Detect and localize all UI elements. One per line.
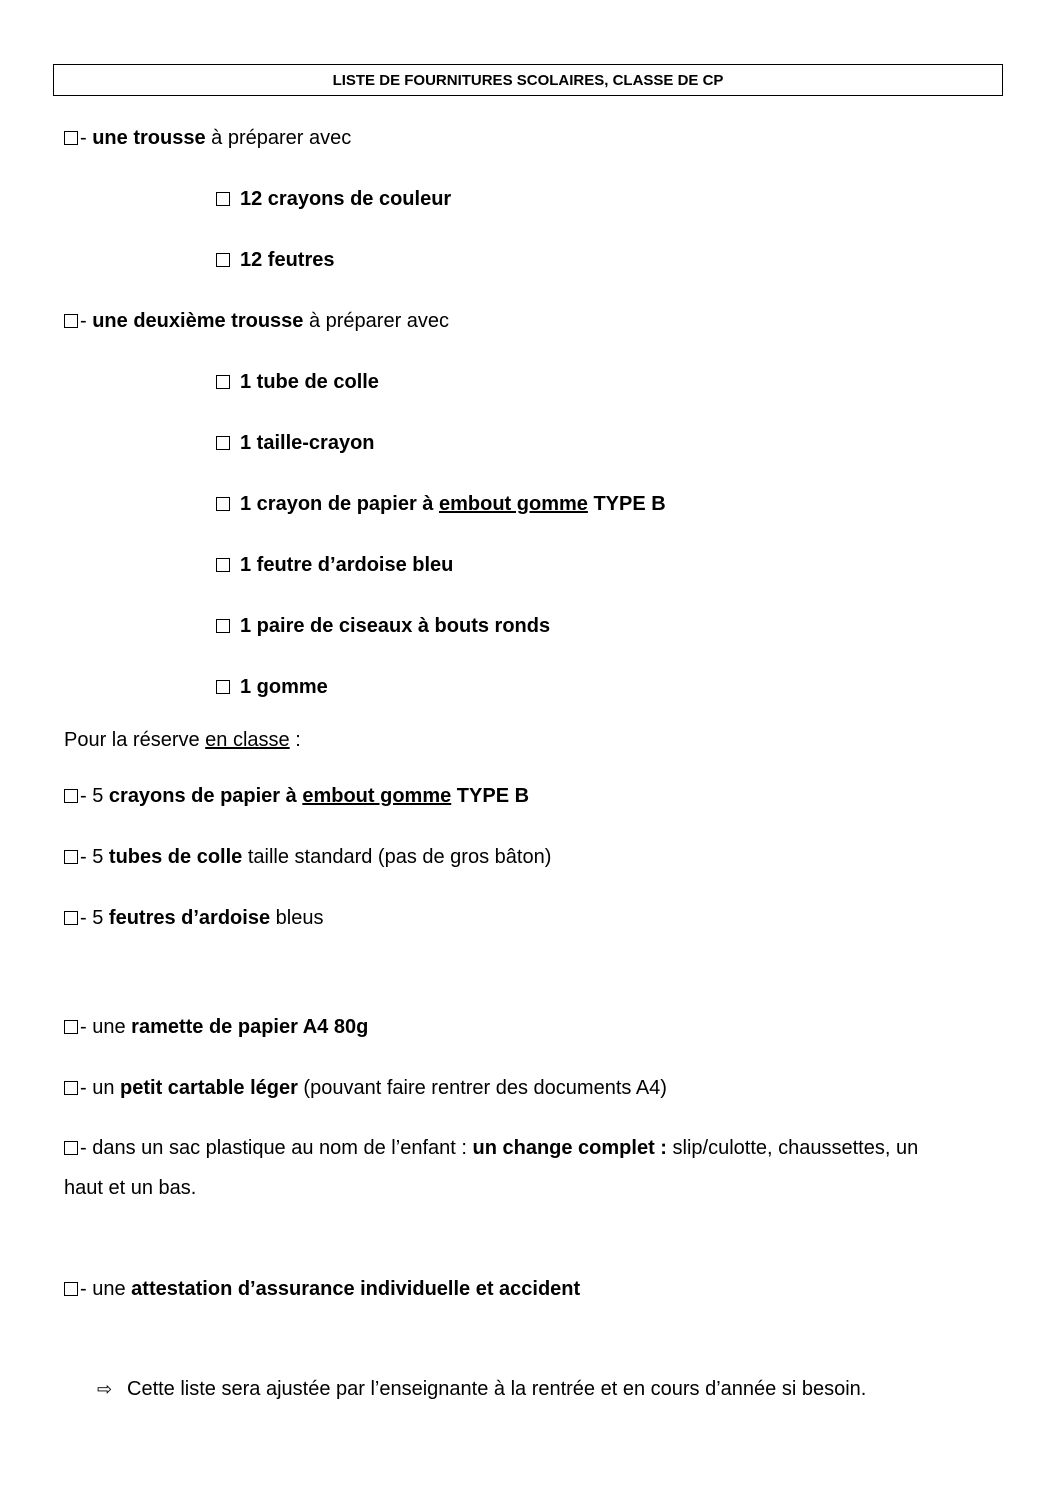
sub-item: 12 feutres — [216, 248, 335, 272]
list-item-change: - dans un sac plastique au nom de l’enfant : un change complet : slip/culotte, chaussettes, un haut et un bas. — [64, 1137, 919, 1199]
reserve-heading: Pour la réserve en classe : — [64, 729, 301, 751]
checkbox[interactable] — [64, 911, 78, 925]
page-title-text: LISTE DE FOURNITURES SCOLAIRES, CLASSE DE CP — [332, 71, 724, 89]
list-item-deuxieme-trousse: - une deuxième trousse à préparer avec — [64, 309, 449, 333]
checkbox[interactable] — [64, 1141, 78, 1155]
checkbox[interactable] — [64, 314, 78, 328]
checkbox[interactable] — [64, 1282, 78, 1296]
arrow-right-icon: ⇨ — [97, 1379, 113, 1399]
checkbox[interactable] — [216, 619, 230, 633]
checkbox[interactable] — [64, 1081, 78, 1095]
sub-item: 1 taille-crayon — [216, 431, 375, 455]
checkbox[interactable] — [216, 680, 230, 694]
checkbox[interactable] — [216, 192, 230, 206]
checkbox[interactable] — [64, 850, 78, 864]
checkbox[interactable] — [216, 253, 230, 267]
checkbox[interactable] — [216, 558, 230, 572]
list-item-trousse: - une trousse à préparer avec — [64, 126, 351, 150]
checkbox[interactable] — [216, 497, 230, 511]
list-item: - une ramette de papier A4 80g — [64, 1015, 368, 1039]
footer-note: ⇨ Cette liste sera ajustée par l’enseignante à la rentrée et en cours d’année si besoin. — [97, 1378, 867, 1400]
sub-item: 1 tube de colle — [216, 370, 379, 394]
list-item: - une attestation d’assurance individuelle et accident — [64, 1277, 580, 1301]
list-item: - 5 crayons de papier à embout gomme TYPE B — [64, 784, 529, 808]
list-item: - un petit cartable léger (pouvant faire rentrer des documents A4) — [64, 1076, 667, 1100]
checkbox[interactable] — [64, 789, 78, 803]
checkbox[interactable] — [64, 1020, 78, 1034]
sub-item: 1 feutre d’ardoise bleu — [216, 553, 453, 577]
checkbox[interactable] — [216, 436, 230, 450]
item-bold: une trousse — [92, 127, 206, 149]
checkbox[interactable] — [64, 131, 78, 145]
sub-item: 1 paire de ciseaux à bouts ronds — [216, 614, 550, 638]
list-item: - 5 tubes de colle taille standard (pas de gros bâton) — [64, 845, 551, 869]
list-item: - 5 feutres d’ardoise bleus — [64, 906, 323, 930]
sub-item: 1 gomme — [216, 675, 328, 699]
sub-item: 12 crayons de couleur — [216, 187, 451, 211]
checkbox[interactable] — [216, 375, 230, 389]
sub-item: 1 crayon de papier à embout gomme TYPE B — [216, 492, 666, 516]
page-title — [53, 64, 1003, 96]
